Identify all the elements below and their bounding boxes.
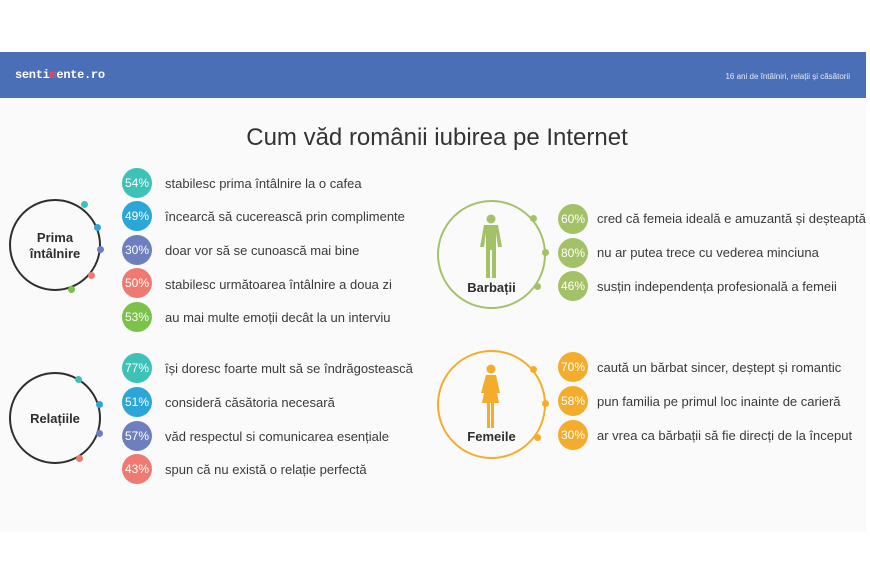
femeile-ring-dot <box>534 434 541 441</box>
relatii-item-text: consideră căsătoria necesară <box>165 395 335 410</box>
prima-item-text: încearcă să cucerească prin complimente <box>165 209 405 224</box>
header-bar <box>0 52 866 98</box>
barbati-pct-badge: 60% <box>558 204 588 234</box>
prima-item-text: stabilesc prima întâlnire la o cafea <box>165 176 362 191</box>
relatii-pct-badge: 43% <box>122 454 152 484</box>
relatii-pct-badge: 51% <box>122 387 152 417</box>
femeile-ring-label: Femeile <box>467 429 516 444</box>
relatii-ring-dot <box>75 376 82 383</box>
barbati-ring-dot <box>530 215 537 222</box>
barbati-item-text: nu ar putea trece cu vederea minciuna <box>597 245 819 260</box>
femeile-pct-badge: 30% <box>558 420 588 450</box>
relatii-ring-dot <box>96 401 103 408</box>
prima-ring-dot <box>81 201 88 208</box>
femeile-item-text: caută un bărbat sincer, deștept și romantic <box>597 360 842 375</box>
page-title: Cum văd românii iubirea pe Internet <box>246 124 628 151</box>
prima-item-text: au mai multe emoții decât la un interviu <box>165 310 391 325</box>
barbati-pct-badge: 46% <box>558 271 588 301</box>
brand-logo[interactable] <box>15 68 105 82</box>
brand-prefix: senti <box>15 68 50 82</box>
relatii-ring-label: Relațiile <box>30 411 80 426</box>
relatii-pct-badge: 77% <box>122 353 152 383</box>
female-figure-icon <box>478 364 504 428</box>
prima-pct-badge: 50% <box>122 268 152 298</box>
prima-ring-dot <box>94 224 101 231</box>
relatii-pct-badge: 57% <box>122 421 152 451</box>
prima-label-line2: întâlnire <box>29 246 81 261</box>
male-figure-icon <box>478 214 504 278</box>
prima-ring-label <box>9 230 101 262</box>
barbati-item-text: cred că femeia ideală e amuzantă și deșteaptă <box>597 211 866 226</box>
prima-item-text: doar vor să se cunoască mai bine <box>165 243 360 258</box>
relatii-ring-dot <box>76 455 83 462</box>
femeile-ring-dot <box>542 400 549 407</box>
relatii-item-text: spun că nu există o relație perfectă <box>165 462 367 477</box>
femeile-item-text: pun familia pe primul loc inainte de carieră <box>597 394 841 409</box>
prima-item-text: stabilesc următoarea întâlnire a doua zi <box>165 277 392 292</box>
prima-pct-badge: 53% <box>122 302 152 332</box>
brand-suffix: ente.ro <box>56 68 105 82</box>
header-tagline: 16 ani de întâlniri, relații și căsătorii <box>725 72 850 81</box>
femeile-pct-badge: 58% <box>558 386 588 416</box>
prima-ring-dot <box>88 272 95 279</box>
femeile-item-text: ar vrea ca bărbații să fie direcți de la început <box>597 428 853 443</box>
relatii-item-text: își doresc foarte mult să se îndrăgostească <box>165 361 413 376</box>
barbati-ring-dot <box>542 249 549 256</box>
barbati-ring-dot <box>534 283 541 290</box>
prima-pct-badge: 30% <box>122 235 152 265</box>
barbati-pct-badge: 80% <box>558 238 588 268</box>
prima-pct-badge: 49% <box>122 201 152 231</box>
barbati-ring-label: Barbații <box>467 280 516 295</box>
femeile-ring-dot <box>530 366 537 373</box>
prima-pct-badge: 54% <box>122 168 152 198</box>
relatii-item-text: văd respectul si comunicarea esențiale <box>165 429 390 444</box>
relatii-ring-dot <box>96 430 103 437</box>
prima-label-line1: Prima <box>36 230 74 245</box>
brand-accent: m <box>49 68 57 82</box>
prima-ring-dot <box>97 246 104 253</box>
femeile-pct-badge: 70% <box>558 352 588 382</box>
barbati-item-text: susțin independența profesională a femeii <box>597 279 837 294</box>
prima-ring-dot <box>68 286 75 293</box>
